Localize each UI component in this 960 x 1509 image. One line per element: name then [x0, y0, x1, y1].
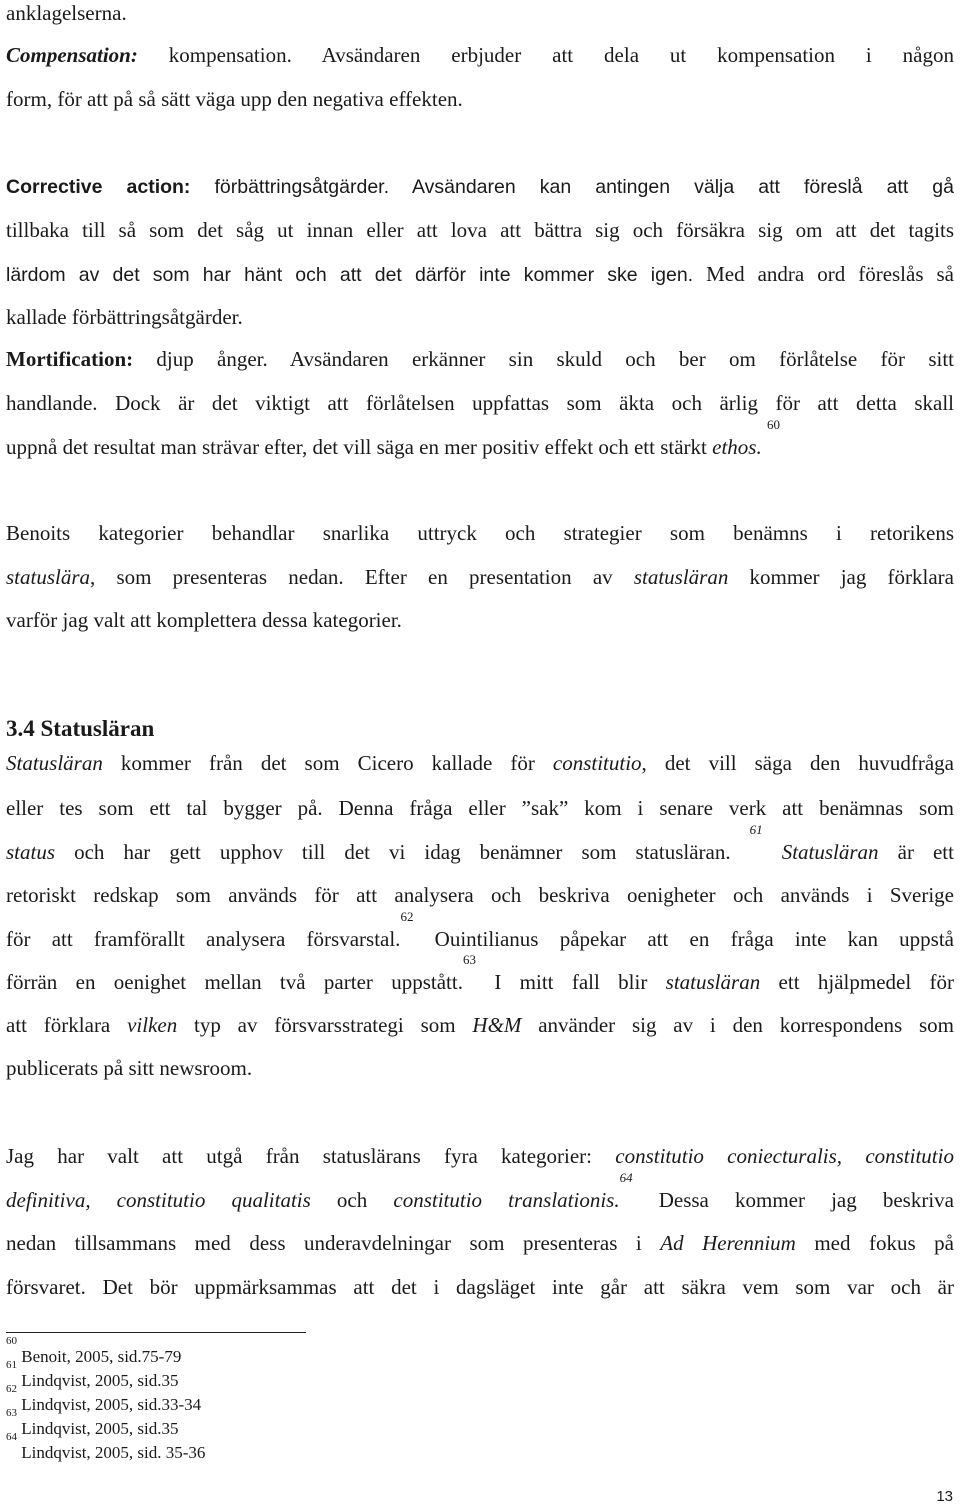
footnote: $^{63}$ Lindqvist, 2005, sid.35 — [6, 1407, 179, 1438]
text-line: publicerats på sitt newsroom. — [6, 1056, 253, 1080]
text-line: status och har gett upphov till det vi idag benämner som statusläran. $^{61}$ Statusläran är ett — [6, 822, 954, 864]
footnote-ref: 62 — [400, 909, 414, 924]
text-line: eller tes som ett tal bygger på. Denna fråga eller ”sak” kom i senare verk att benämnas som — [6, 796, 954, 820]
text-line: anklagelserna. — [6, 1, 127, 25]
footnote-ref: 60 — [766, 417, 780, 432]
text-line: Compensation: kompensation. Avsändaren erbjuder att dela ut kompensation i någon — [6, 43, 954, 67]
text-line: nedan tillsammans med dess underavdelningar som presenteras i Ad Herennium med fokus på — [6, 1231, 955, 1255]
text-line: Benoits kategorier behandlar snarlika uttryck och strategier som benämns i retorikens — [6, 521, 954, 545]
text-line: lärdom av det som har hänt och att det därför inte kommer ske igen. Med andra ord föreslås så — [6, 262, 955, 286]
text-line: varför jag valt att komplettera dessa kategorier. — [6, 608, 402, 632]
footnote: $^{64}$ Lindqvist, 2005, sid. 35-36 — [6, 1431, 206, 1462]
text-line: Statusläran kommer från det som Cicero kallade för constitutio, det vill säga den huvudfråga — [6, 751, 955, 775]
text-line: förrän en oenighet mellan två parter uppstått.$^{63}$ I mitt fall blir statusläran ett hjälpmedel för — [6, 952, 954, 994]
text-line: tillbaka till så som det såg ut innan eller att lova att bättra sig och försäkra sig om att det tagits — [6, 218, 954, 242]
footnote-ref: 64 — [619, 1170, 633, 1185]
text-line: Mortification: djup ånger. Avsändaren erkänner sin skuld och ber om förlåtelse för sitt — [6, 347, 955, 371]
text-line: att förklara vilken typ av försvarsstrategi som H&M använder sig av i den korrespondens som — [6, 1013, 955, 1037]
footnote-ref: 61 — [749, 822, 763, 837]
text-line: försvaret. Det bör uppmärksammas att det i dagsläget inte går att säkra vem som var och är — [6, 1275, 954, 1299]
text-line: handlande. Dock är det viktigt att förlåtelsen uppfattas som äkta och ärlig för att detta skall — [6, 391, 954, 415]
footnote: $^{62}$ Lindqvist, 2005, sid.33-34 — [6, 1383, 202, 1414]
text-line: form, för att på så sätt väga upp den negativa effekten. — [6, 87, 463, 111]
text-line: Corrective action: förbättringsåtgärder. Avsändaren kan antingen välja att föreslå att gå — [6, 176, 954, 198]
text-line: retoriskt redskap som används för att analysera och beskriva oenigheter och används i Sverige — [6, 883, 954, 907]
footnote-separator — [6, 1332, 306, 1333]
footnote: $^{61}$ Lindqvist, 2005, sid.35 — [6, 1359, 179, 1390]
text-line: för att framförallt analysera försvarstal.$^{62}$ Ouintilianus påpekar att en fråga inte kan uppstå — [6, 909, 954, 951]
footnote: $^{60}$ Benoit, 2005, sid.75-79 — [6, 1335, 182, 1366]
footnote-ref: 63 — [462, 952, 476, 967]
page-number: 13 — [936, 1488, 953, 1505]
text-line: definitiva, constitutio qualitatis och constitutio translationis.$^{64}$ Dessa kommer jag beskriva — [6, 1170, 955, 1212]
text-line: Jag har valt att utgå från statuslärans fyra kategorier: constitutio coniecturalis, constitutio — [6, 1144, 954, 1168]
text-line: statuslära, som presenteras nedan. Efter en presentation av statusläran kommer jag förklara — [6, 565, 954, 589]
text-line: kallade förbättringsåtgärder. — [6, 305, 243, 329]
section-heading: 3.4 Statusläran — [6, 716, 155, 741]
text-line: uppnå det resultat man strävar efter, det vill säga en mer positiv effekt och ett stärkt ethos. $^{60}$ — [6, 417, 780, 459]
